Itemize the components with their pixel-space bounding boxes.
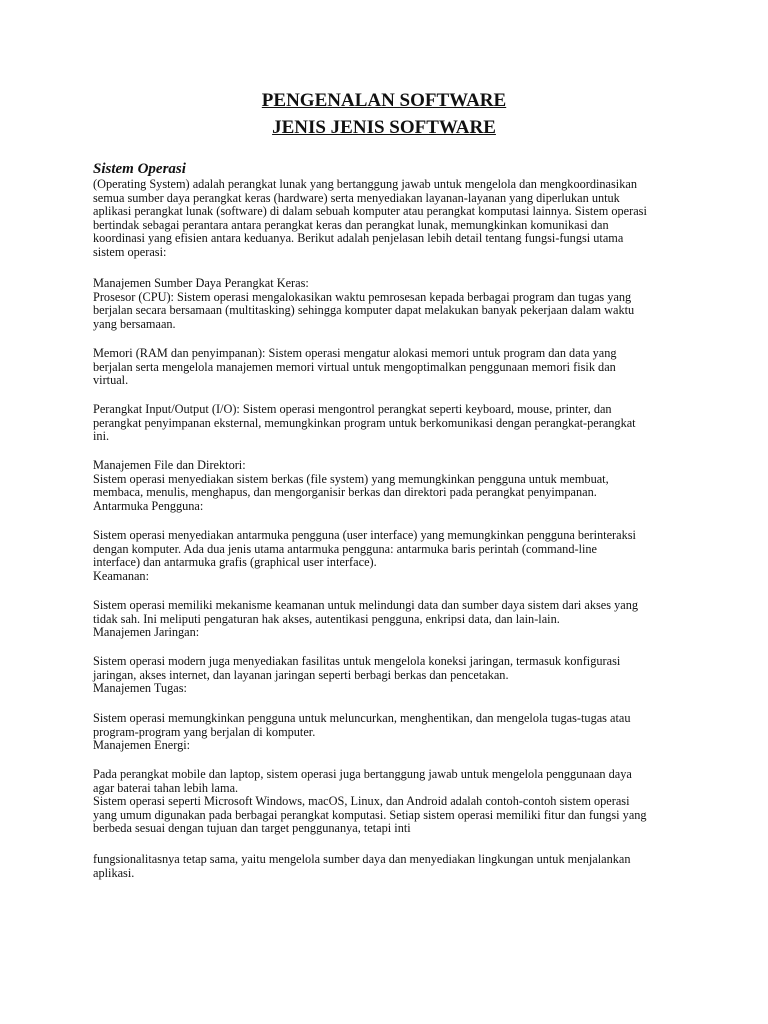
text-line: Sistem operasi menyediakan sistem berkas (file system) yang memungkinkan pengguna untuk membuat, — [93, 471, 609, 486]
text-line: Sistem operasi memiliki mekanisme keamanan untuk melindungi data dan sumber daya sistem dari akses yang — [93, 598, 639, 612]
text-line: Sistem operasi menyediakan antarmuka pengguna (user interface) yang memungkinkan pengguna berinteraksi — [93, 528, 636, 542]
paragraph-memory — [93, 347, 683, 388]
paragraph-security — [93, 599, 683, 640]
paragraph-user-interface — [93, 529, 683, 583]
document-title: PENGENALAN SOFTWARE — [261, 90, 507, 111]
text-line: berbeda sesuai dengan tujuan dan target penggunanya, tetapi inti — [93, 821, 411, 836]
section-heading: Sistem Operasi — [93, 161, 186, 177]
text-line: Pada perangkat mobile dan laptop, sistem operasi juga bertanggung jawab untuk mengelola penggunaan daya — [93, 767, 632, 781]
text-line: berjalan serta mengelola manajemen memori virtual untuk mengoptimalkan penggunaan memori fisik dan — [93, 359, 616, 374]
paragraph-network — [93, 655, 683, 696]
text-line: Keamanan: — [93, 568, 149, 583]
text-line: bertindak sebagai perantara antara perangkat keras dan perangkat lunak, memungkinkan komunikasi dan — [93, 217, 609, 232]
document-subtitle: JENIS JENIS SOFTWARE — [272, 117, 496, 138]
text-line: agar baterai tahan lebih lama. — [93, 780, 239, 795]
text-line: yang umum digunakan pada berbagai perangkat komputasi. Setiap sistem operasi memiliki fitur dan fungsi yang — [93, 807, 647, 822]
text-line: Prosesor (CPU): Sistem operasi mengalokasikan waktu pemrosesan kepada berbagai program dan tugas yang — [93, 289, 632, 304]
text-line: koordinasi yang efisien antara keduanya. Berikut adalah penjelasan lebih detail tentang fungsi-fungsi utama — [93, 231, 624, 246]
text-line: program-program yang berjalan di komputer. — [93, 724, 316, 739]
text-line: aplikasi perangkat lunak (software) di dalam sebuah komputer atau perangkat komputasi lainnya. Sistem operasi — [93, 204, 647, 219]
text-line: tidak sah. Ini meliputi pengaturan hak akses, autentikasi pengguna, enkripsi data, dan lain-lain. — [93, 611, 560, 626]
text-line: Perangkat Input/Output (I/O): Sistem operasi mengontrol perangkat seperti keyboard, mouse, printer, dan — [93, 402, 612, 416]
text-line: membaca, menulis, menghapus, dan mengorganisir berkas dan direktori pada perangkat penyimpanan. — [93, 485, 597, 500]
text-line: ini. — [93, 429, 110, 444]
text-line: Manajemen Energi: — [93, 738, 191, 753]
text-line: (Operating System) adalah perangkat lunak yang bertanggung jawab untuk mengelola dan mengkoordinasikan — [93, 177, 637, 191]
text-line: sistem operasi: — [93, 244, 167, 259]
text-line: Manajemen File dan Direktori: — [93, 458, 246, 472]
paragraph-tasks — [93, 712, 683, 753]
text-line: Manajemen Jaringan: — [93, 625, 200, 640]
text-line: jaringan, akses internet, dan layanan jaringan seperti berbagi berkas dan pencetakan. — [93, 667, 509, 682]
text-line: Manajemen Sumber Daya Perangkat Keras: — [93, 276, 309, 290]
text-line: Sistem operasi seperti Microsoft Windows, macOS, Linux, dan Android adalah contoh-contoh sistem operasi — [93, 794, 630, 809]
paragraph-file-management — [93, 459, 683, 513]
paragraph-hardware — [93, 277, 683, 331]
text-line: aplikasi. — [93, 865, 135, 880]
text-line: semua sumber daya perangkat keras (hardware) serta menyediakan layanan-layanan yang diperlukan untuk — [93, 190, 620, 205]
text-line: virtual. — [93, 373, 129, 388]
text-line: fungsionalitasnya tetap sama, yaitu mengelola sumber daya dan menyediakan lingkungan untuk menjalankan — [93, 852, 631, 866]
text-line: Sistem operasi memungkinkan pengguna untuk meluncurkan, menghentikan, dan mengelola tugas-tugas atau — [93, 711, 631, 725]
text-line: perangkat penyimpanan eksternal, memungkinkan program untuk berkomunikasi dengan perangkat-perangkat — [93, 415, 636, 430]
text-line: berjalan secara bersamaan (multitasking) sehingga komputer dapat melakukan banyak pekerjaan dalam waktu — [93, 303, 635, 318]
text-line: dengan komputer. Ada dua jenis utama antarmuka pengguna: antarmuka baris perintah (command-line — [93, 541, 598, 556]
text-line: Antarmuka Pengguna: — [93, 498, 204, 513]
text-line: yang bersamaan. — [93, 316, 176, 331]
text-line: interface) dan antarmuka grafis (graphical user interface). — [93, 555, 377, 570]
paragraph-io — [93, 403, 683, 444]
text-line: Memori (RAM dan penyimpanan): Sistem operasi mengatur alokasi memori untuk program dan data yang — [93, 346, 617, 360]
text-line: Manajemen Tugas: — [93, 681, 187, 696]
paragraph-energy — [93, 768, 683, 836]
paragraph-intro — [93, 178, 683, 260]
paragraph-conclusion — [93, 853, 683, 880]
text-line: Sistem operasi modern juga menyediakan fasilitas untuk mengelola koneksi jaringan, termasuk konfigurasi — [93, 654, 621, 668]
